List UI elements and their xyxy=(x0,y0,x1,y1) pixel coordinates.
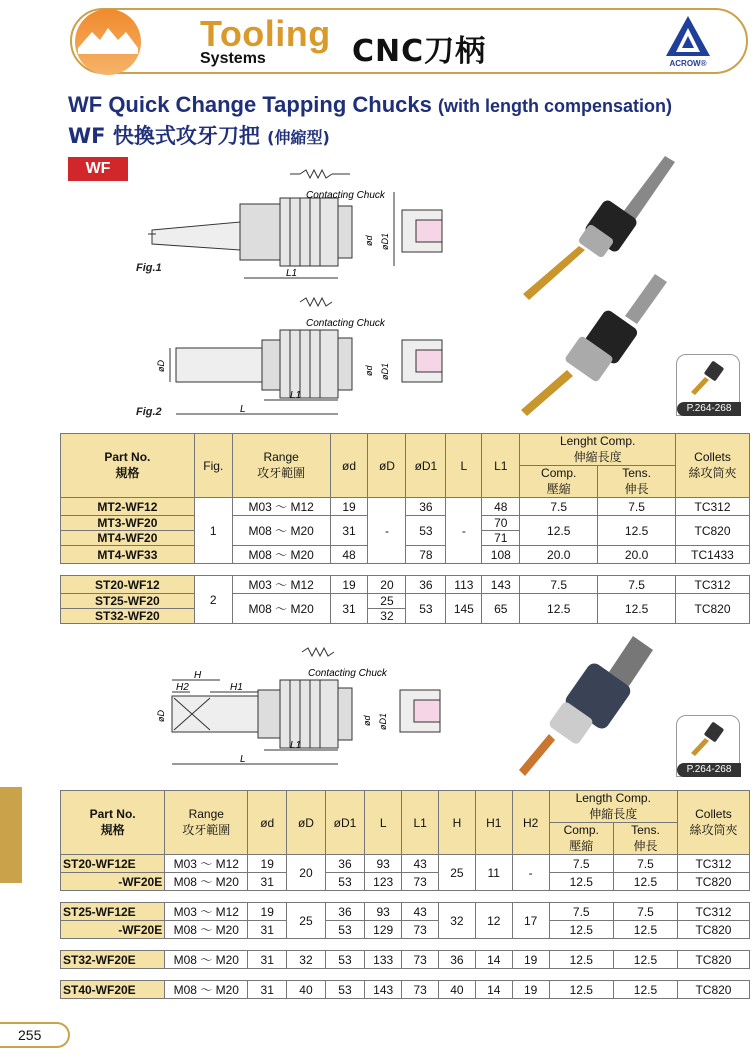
t1-L1: 70 xyxy=(482,516,520,531)
table-row xyxy=(61,594,750,609)
t1-range: M08 ～ M20 xyxy=(232,594,330,624)
t1-part: ST25-WF20 xyxy=(61,594,195,609)
t1-oD1: 53 xyxy=(406,516,446,546)
table-row xyxy=(61,903,750,921)
company-logo xyxy=(74,8,142,76)
t1-collet: TC312 xyxy=(676,498,750,516)
t1-comp: 20.0 xyxy=(520,546,598,564)
fig3-h1: H1 xyxy=(230,682,243,693)
ref-page-top: P.264-268 xyxy=(677,402,741,416)
t1-h-fig: Fig. xyxy=(194,434,232,498)
t2-od: 31 xyxy=(248,921,287,939)
fig2-oD: øD xyxy=(156,360,166,372)
t2-h-range: Range 攻牙範圍 xyxy=(165,791,248,855)
t2-h-part: Part No. 規格 xyxy=(61,791,165,855)
t2-h-collets: Collets 絲攻筒夾 xyxy=(677,791,749,855)
t1-oD1: 36 xyxy=(406,576,446,594)
spec-table-1 xyxy=(60,433,750,624)
t1-L1: 65 xyxy=(482,594,520,624)
t1-part: ST20-WF12 xyxy=(61,576,195,594)
t2-collet: TC820 xyxy=(677,921,749,939)
t1-part: MT2-WF12 xyxy=(61,498,195,516)
t2-tens: 7.5 xyxy=(613,855,677,873)
t1-od: 19 xyxy=(330,498,368,516)
t2-h-H2: H2 xyxy=(512,791,549,855)
t2-range: M08 ～ M20 xyxy=(165,873,248,891)
t1-collet: TC312 xyxy=(676,576,750,594)
t1-oD: 25 xyxy=(368,594,406,609)
t1-part: MT3-WF20 xyxy=(61,516,195,531)
t2-H: 25 xyxy=(439,855,476,891)
title-en xyxy=(68,92,672,118)
fig2-contacting-chuck: Contacting Chuck xyxy=(306,318,385,329)
t1-L: 113 xyxy=(446,576,482,594)
t1-comp: 12.5 xyxy=(520,594,598,624)
t2-part: -WF20E xyxy=(61,921,165,939)
ref-page-bottom: P.264-268 xyxy=(677,763,741,777)
t2-oD1: 53 xyxy=(325,951,364,969)
acrow-logo xyxy=(664,14,712,70)
collet-icon xyxy=(677,716,739,762)
t2-oD1: 53 xyxy=(325,873,364,891)
t1-h-part: Part No. 規格 xyxy=(61,434,195,498)
fig1-label: Fig.1 xyxy=(136,262,162,274)
page-number: 255 xyxy=(0,1022,70,1048)
t1-h-comp: Comp. 壓縮 xyxy=(520,466,598,498)
table-row xyxy=(61,873,750,891)
t2-od: 31 xyxy=(248,873,287,891)
t1-part: MT4-WF33 xyxy=(61,546,195,564)
t1-tens: 7.5 xyxy=(598,576,676,594)
t2-H1: 11 xyxy=(475,855,512,891)
t1-fig: 2 xyxy=(194,576,232,624)
t2-tens: 12.5 xyxy=(613,981,677,999)
t2-H: 36 xyxy=(439,951,476,969)
t2-L1: 73 xyxy=(402,981,439,999)
t2-H: 40 xyxy=(439,981,476,999)
t1-od: 19 xyxy=(330,576,368,594)
t2-comp: 12.5 xyxy=(549,951,613,969)
t2-oD1: 53 xyxy=(325,921,364,939)
title-en-main: WF Quick Change Tapping Chucks xyxy=(68,92,432,117)
fig2-l: L xyxy=(240,404,246,415)
title-en-sub: (with length compensation) xyxy=(437,96,672,116)
t2-tens: 12.5 xyxy=(613,951,677,969)
fig3-oD: øD xyxy=(156,710,166,722)
fig3-l: L xyxy=(240,754,246,765)
t1-oD: - xyxy=(368,498,406,564)
t1-comp: 7.5 xyxy=(520,576,598,594)
brand-main: Tooling xyxy=(200,13,331,54)
t2-oD1: 36 xyxy=(325,855,364,873)
spec-table-2 xyxy=(60,790,750,999)
t2-H: 32 xyxy=(439,903,476,939)
t1-h-L1: L1 xyxy=(482,434,520,498)
t1-h-collets: Collets 絲攻筒夾 xyxy=(676,434,750,498)
t2-L1: 43 xyxy=(402,903,439,921)
t1-range: M03 ～ M12 xyxy=(232,498,330,516)
t2-h-H1: H1 xyxy=(475,791,512,855)
t2-h-tens: Tens. 伸長 xyxy=(613,823,677,855)
title-zh-sub: (伸縮型) xyxy=(267,128,330,147)
wf-badge: WF xyxy=(68,157,128,181)
t2-od: 31 xyxy=(248,981,287,999)
t2-oD: 40 xyxy=(287,981,326,999)
t2-h-H: H xyxy=(439,791,476,855)
t2-range: M03 ～ M12 xyxy=(165,903,248,921)
brand xyxy=(200,13,331,68)
t2-range: M03 ～ M12 xyxy=(165,855,248,873)
t2-H2: 17 xyxy=(512,903,549,939)
t2-L: 129 xyxy=(365,921,402,939)
t1-h-od: ød xyxy=(330,434,368,498)
t2-L: 143 xyxy=(365,981,402,999)
fig2-drawing xyxy=(140,290,460,420)
fig1-drawing xyxy=(140,160,460,280)
t2-L1: 73 xyxy=(402,921,439,939)
t2-h-oD1: øD1 xyxy=(325,791,364,855)
table-row xyxy=(61,576,750,594)
t2-tens: 12.5 xyxy=(613,921,677,939)
t2-H1: 14 xyxy=(475,951,512,969)
t2-part: -WF20E xyxy=(61,873,165,891)
t2-part: ST20-WF12E xyxy=(61,855,165,873)
t2-tens: 12.5 xyxy=(613,873,677,891)
t2-h-od: ød xyxy=(248,791,287,855)
t1-h-length-comp: Lenght Comp. 伸縮長度 xyxy=(520,434,676,466)
t2-L: 133 xyxy=(365,951,402,969)
t1-range: M08 ～ M20 xyxy=(232,516,330,546)
t2-L1: 73 xyxy=(402,873,439,891)
t2-L1: 43 xyxy=(402,855,439,873)
t1-collet: TC820 xyxy=(676,594,750,624)
table-row xyxy=(61,516,750,531)
t1-h-oD1: øD1 xyxy=(406,434,446,498)
fig3-od: ød xyxy=(362,715,372,726)
t1-oD1: 36 xyxy=(406,498,446,516)
t1-L1: 48 xyxy=(482,498,520,516)
t1-od: 31 xyxy=(330,594,368,624)
t1-oD1: 78 xyxy=(406,546,446,564)
t2-range: M08 ～ M20 xyxy=(165,981,248,999)
section-title: CNC刀柄 xyxy=(352,34,487,69)
ref-box-top xyxy=(676,354,740,416)
t2-od: 19 xyxy=(248,855,287,873)
t2-L: 123 xyxy=(365,873,402,891)
t1-tens: 7.5 xyxy=(598,498,676,516)
brand-sub: Systems xyxy=(200,50,266,67)
t2-oD1: 36 xyxy=(325,903,364,921)
t2-od: 19 xyxy=(248,903,287,921)
t2-H2: - xyxy=(512,855,549,891)
fig3-oD1: øD1 xyxy=(378,712,388,730)
t1-range: M08 ～ M20 xyxy=(232,546,330,564)
t1-L: 145 xyxy=(446,594,482,624)
t2-h-L: L xyxy=(365,791,402,855)
t2-tens: 7.5 xyxy=(613,903,677,921)
product-photo-st xyxy=(515,270,695,420)
t1-comp: 12.5 xyxy=(520,516,598,546)
t2-L1: 73 xyxy=(402,951,439,969)
t1-L1: 143 xyxy=(482,576,520,594)
t2-H1: 12 xyxy=(475,903,512,939)
fig2-label: Fig.2 xyxy=(136,406,162,418)
fig3-h: H xyxy=(194,670,202,681)
t1-collet: TC1433 xyxy=(676,546,750,564)
t1-od: 48 xyxy=(330,546,368,564)
title-zh-main: WF 快換式攻牙刀把 xyxy=(68,124,260,148)
product-photo-st-e xyxy=(515,630,665,780)
fig1-oD1: øD1 xyxy=(380,232,390,250)
t2-range: M08 ～ M20 xyxy=(165,921,248,939)
fig2-od: ød xyxy=(364,365,374,376)
t1-L1: 71 xyxy=(482,531,520,546)
t2-oD: 32 xyxy=(287,951,326,969)
table-row xyxy=(61,498,750,516)
t2-od: 31 xyxy=(248,951,287,969)
t2-collet: TC820 xyxy=(677,981,749,999)
t1-comp: 7.5 xyxy=(520,498,598,516)
t2-h-oD: øD xyxy=(287,791,326,855)
t1-h-oD: øD xyxy=(368,434,406,498)
t2-H2: 19 xyxy=(512,951,549,969)
fig2-oD1: øD1 xyxy=(380,362,390,380)
t2-part: ST32-WF20E xyxy=(61,951,165,969)
t2-part: ST40-WF20E xyxy=(61,981,165,999)
t1-h-tens: Tens. 伸長 xyxy=(598,466,676,498)
t2-collet: TC312 xyxy=(677,855,749,873)
fig3-h2: H2 xyxy=(176,682,189,693)
t2-H2: 19 xyxy=(512,981,549,999)
t2-comp: 12.5 xyxy=(549,873,613,891)
t1-collet: TC820 xyxy=(676,516,750,546)
fig3-l1: L1 xyxy=(290,740,302,751)
ref-box-bottom xyxy=(676,715,740,777)
t2-oD: 20 xyxy=(287,855,326,891)
t2-L: 93 xyxy=(365,903,402,921)
table-row xyxy=(61,951,750,969)
t1-part: MT4-WF20 xyxy=(61,531,195,546)
fig3-drawing xyxy=(150,640,470,770)
acrow-text: ACROW® xyxy=(669,59,707,68)
t2-comp: 12.5 xyxy=(549,981,613,999)
t1-h-L: L xyxy=(446,434,482,498)
t1-part: ST32-WF20 xyxy=(61,609,195,624)
t2-L: 93 xyxy=(365,855,402,873)
collet-icon xyxy=(677,355,739,401)
t2-part: ST25-WF12E xyxy=(61,903,165,921)
t1-tens: 20.0 xyxy=(598,546,676,564)
title-zh xyxy=(68,120,330,150)
t1-fig: 1 xyxy=(194,498,232,564)
t1-tens: 12.5 xyxy=(598,516,676,546)
t2-H1: 14 xyxy=(475,981,512,999)
t2-comp: 7.5 xyxy=(549,903,613,921)
fig3-contacting-chuck: Contacting Chuck xyxy=(308,668,387,679)
fig1-od: ød xyxy=(364,235,374,246)
t2-collet: TC312 xyxy=(677,903,749,921)
t1-od: 31 xyxy=(330,516,368,546)
t2-oD1: 53 xyxy=(325,981,364,999)
table-row xyxy=(61,855,750,873)
t2-h-comp: Comp. 壓縮 xyxy=(549,823,613,855)
t1-oD: 20 xyxy=(368,576,406,594)
table-row xyxy=(61,981,750,999)
t1-tens: 12.5 xyxy=(598,594,676,624)
table-row xyxy=(61,546,750,564)
t1-L1: 108 xyxy=(482,546,520,564)
t1-oD1: 53 xyxy=(406,594,446,624)
t2-collet: TC820 xyxy=(677,873,749,891)
t2-h-L1: L1 xyxy=(402,791,439,855)
t2-range: M08 ～ M20 xyxy=(165,951,248,969)
t2-comp: 12.5 xyxy=(549,921,613,939)
side-tab xyxy=(0,787,22,883)
table-row xyxy=(61,921,750,939)
t1-oD: 32 xyxy=(368,609,406,624)
t1-L: - xyxy=(446,498,482,564)
t2-oD: 25 xyxy=(287,903,326,939)
fig1-contacting-chuck: Contacting Chuck xyxy=(306,190,385,201)
fig2-l1: L1 xyxy=(290,390,302,401)
t2-h-length-comp: Length Comp. 伸縮長度 xyxy=(549,791,677,823)
t2-comp: 7.5 xyxy=(549,855,613,873)
fig1-l1: L1 xyxy=(286,268,298,279)
t1-range: M03 ～ M12 xyxy=(232,576,330,594)
t1-h-range: Range 攻牙範圍 xyxy=(232,434,330,498)
t2-collet: TC820 xyxy=(677,951,749,969)
